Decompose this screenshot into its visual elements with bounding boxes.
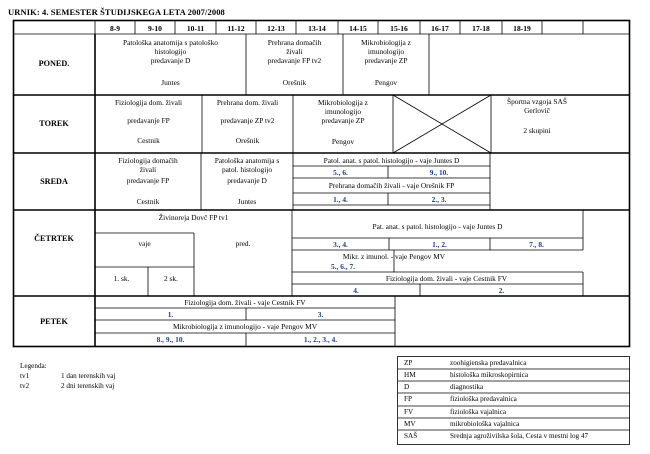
thu-pat-anat-vaje: Pat. anat. s patol. histologijo - vaje Juntes D — [372, 222, 503, 231]
abbr-code: HM — [404, 371, 416, 379]
hour-header: 18-19 — [513, 24, 531, 33]
hour-header: 15-16 — [390, 24, 408, 33]
group-numbers: 5., 6., 7. — [330, 262, 356, 271]
thu-zivinoreja: Živinoreja Dovč FP tv1 — [158, 213, 229, 222]
abbr-desc: diagnostika — [450, 383, 484, 391]
abbr-code: SAŠ — [404, 432, 418, 440]
abbr-desc: fiziološka vajalnica — [450, 408, 507, 416]
hour-header: 13-14 — [308, 24, 326, 33]
group-numbers: 1., 2. — [432, 240, 447, 249]
group-numbers: 3. — [317, 310, 324, 319]
day-label: SREDA — [40, 177, 68, 186]
abbr-code: FP — [404, 395, 412, 403]
wed-pat-anat-vaje: Patol. anat. s patol. histologijo - vaje Juntes D — [323, 156, 460, 165]
abbr-code: ZP — [404, 359, 413, 367]
group-numbers: 1., 4. — [333, 195, 348, 204]
hour-header: 9-10 — [148, 24, 162, 33]
group-numbers: 1., 2., 3., 4. — [303, 335, 338, 344]
thu-mikrobiologija-vaje: Mikr. z imunol. - vaje Pengov MV — [342, 252, 446, 261]
abbr-code: MV — [404, 420, 416, 428]
page-title: URNIK: 4. SEMESTER ŠTUDIJSKEGA LETA 2007/2008 — [8, 7, 225, 17]
thu-pred-label: pred. — [235, 239, 251, 248]
group-numbers: 8., 9., 10. — [156, 335, 185, 344]
abbr-desc: mikrobiološka vajalnica — [450, 420, 520, 428]
hour-header: 14-15 — [349, 24, 367, 33]
group-numbers: 2., 3. — [431, 195, 447, 204]
day-label: PETEK — [40, 317, 68, 326]
thu-vaje-label: vaje — [138, 239, 151, 248]
hour-header: 16-17 — [431, 24, 449, 33]
group-numbers: 7., 8. — [529, 240, 544, 249]
fri-mikrobiologija-vaje: Mikrobiologija z imunologijo - vaje Pengov MV — [172, 322, 318, 331]
abbr-desc: histološka mikroskopirnica — [450, 371, 529, 379]
group-numbers: 9., 10. — [429, 168, 449, 177]
hour-header: 11-12 — [227, 24, 245, 33]
abbr-desc: Srednja agroživilska šola, Cesta v mestni log 47 — [450, 432, 589, 440]
thu-group-1: 1. sk. — [113, 274, 130, 283]
day-label: PONED. — [38, 59, 70, 68]
abbr-code: FV — [404, 408, 414, 416]
hour-header: 12-13 — [267, 24, 285, 33]
hour-header: 17-18 — [472, 24, 490, 33]
legend-value: 2 dni terenskih vaj — [61, 382, 115, 390]
abbr-desc: zoohigienska predavalnica — [450, 359, 527, 367]
thu-fiziologija-vaje: Fiziologija dom. živali - vaje Cestnik FV — [385, 274, 508, 283]
wed-prehrana-vaje: Prehrana domačih živali - vaje Orešnik FP — [328, 181, 455, 190]
group-numbers: 4. — [353, 286, 359, 295]
hour-header: 10-11 — [186, 24, 205, 33]
hour-header: 8-9 — [109, 24, 121, 33]
day-label: ČETRTEK — [34, 234, 74, 243]
group-numbers: 5., 6. — [333, 168, 348, 177]
abbr-code: D — [404, 383, 410, 391]
abbr-desc: fiziološka predavalnica — [450, 395, 517, 403]
legend-key: tv1 — [20, 372, 30, 380]
fri-fiziologija-vaje: Fiziologija dom. živali - vaje Cestnik FV — [184, 298, 306, 307]
legend-key: tv2 — [20, 382, 30, 390]
group-numbers: 3., 4. — [333, 240, 348, 249]
group-numbers: 2. — [498, 286, 505, 295]
day-label: TOREK — [39, 119, 69, 128]
group-numbers: 1. — [167, 310, 174, 319]
legend-title: Legenda: — [20, 362, 47, 370]
legend-value: 1 dan terenskih vaj — [61, 372, 116, 380]
thu-group-2: 2 sk. — [164, 274, 178, 283]
